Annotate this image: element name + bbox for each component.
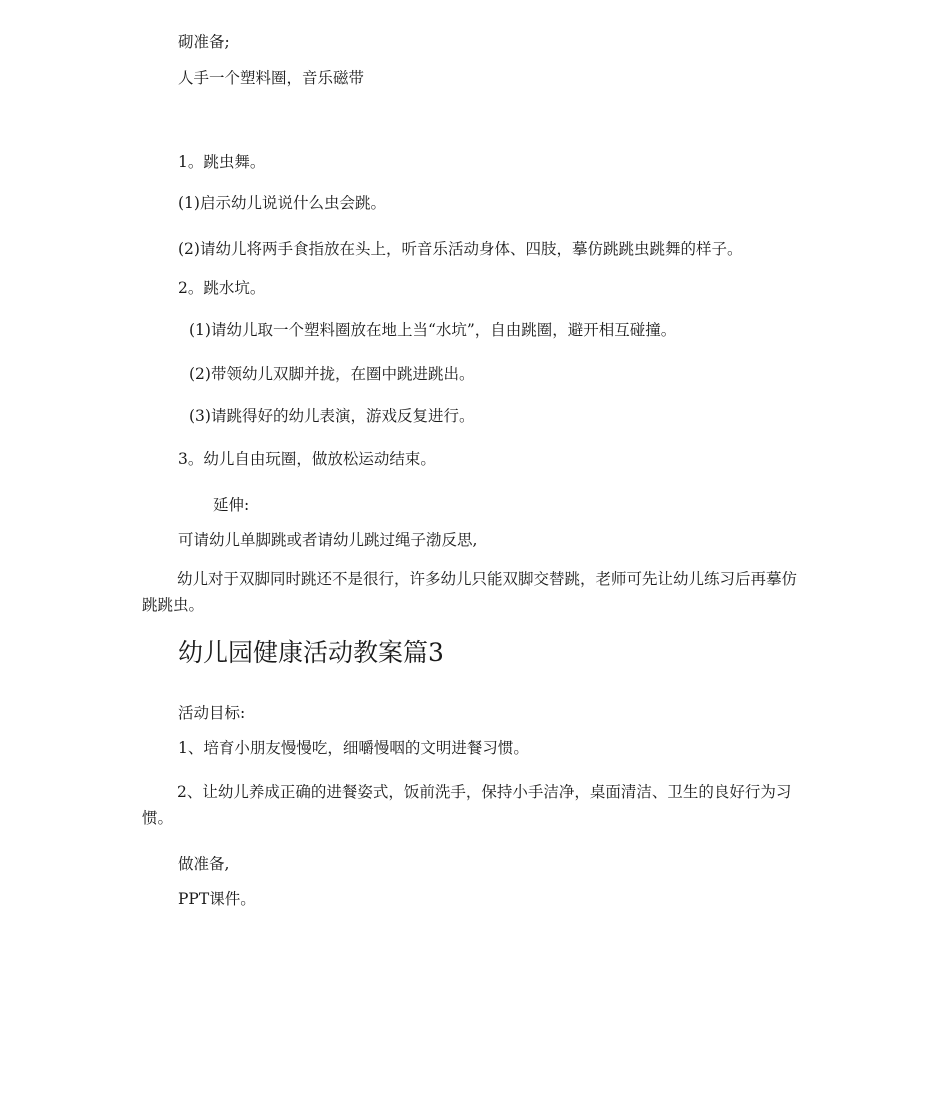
item-2-sub-3: (3)请跳得好的幼儿表演，游戏反复进行。 — [189, 407, 475, 425]
prep-text-2: PPT课件。 — [178, 890, 256, 908]
item-1-sub-2: (2)请幼儿将两手食指放在头上，听音乐活动身体、四肢，摹仿跳跳虫跳舞的样子。 — [178, 240, 743, 258]
goal-1: 1、培育小朋友慢慢吃，细嚼慢咽的文明进餐习惯。 — [178, 739, 529, 757]
goals-label: 活动目标: — [178, 704, 246, 722]
prep-label: 砌准备; — [178, 33, 230, 51]
item-2-sub-1: (1)请幼儿取一个塑料圈放在地上当“水坑”，自由跳圈，避开相互碰撞。 — [189, 321, 677, 339]
prep-text: 人手一个塑料圈，音乐磁带 — [178, 69, 365, 87]
extension-label: 延伸: — [213, 496, 250, 514]
item-1-title: 1。跳虫舞。 — [178, 153, 266, 171]
item-1-sub-1: (1)启示幼儿说说什么虫会跳。 — [178, 194, 386, 212]
item-2-title: 2。跳水坑。 — [178, 279, 266, 297]
item-2-sub-2: (2)带领幼儿双脚并拢，在圈中跳进跳出。 — [189, 365, 475, 383]
prep-label-2: 做准备, — [178, 855, 230, 873]
goal-2: 2、让幼儿养成正确的进餐姿式，饭前洗手，保持小手洁净，桌面清洁、卫生的良好行为习惯。 — [142, 783, 792, 827]
section-heading: 幼儿园健康活动教案篇3 — [178, 638, 444, 667]
reflection-paragraph: 幼儿对于双脚同时跳还不是很行，许多幼儿只能双脚交替跳，老师可先让幼儿练习后再摹仿跳跳虫。 — [142, 570, 798, 614]
item-3-title: 3。幼儿自由玩圈，做放松运动结束。 — [178, 450, 436, 468]
reflection-line: 可请幼儿单脚跳或者请幼儿跳过绳子渤反思, — [178, 531, 478, 549]
